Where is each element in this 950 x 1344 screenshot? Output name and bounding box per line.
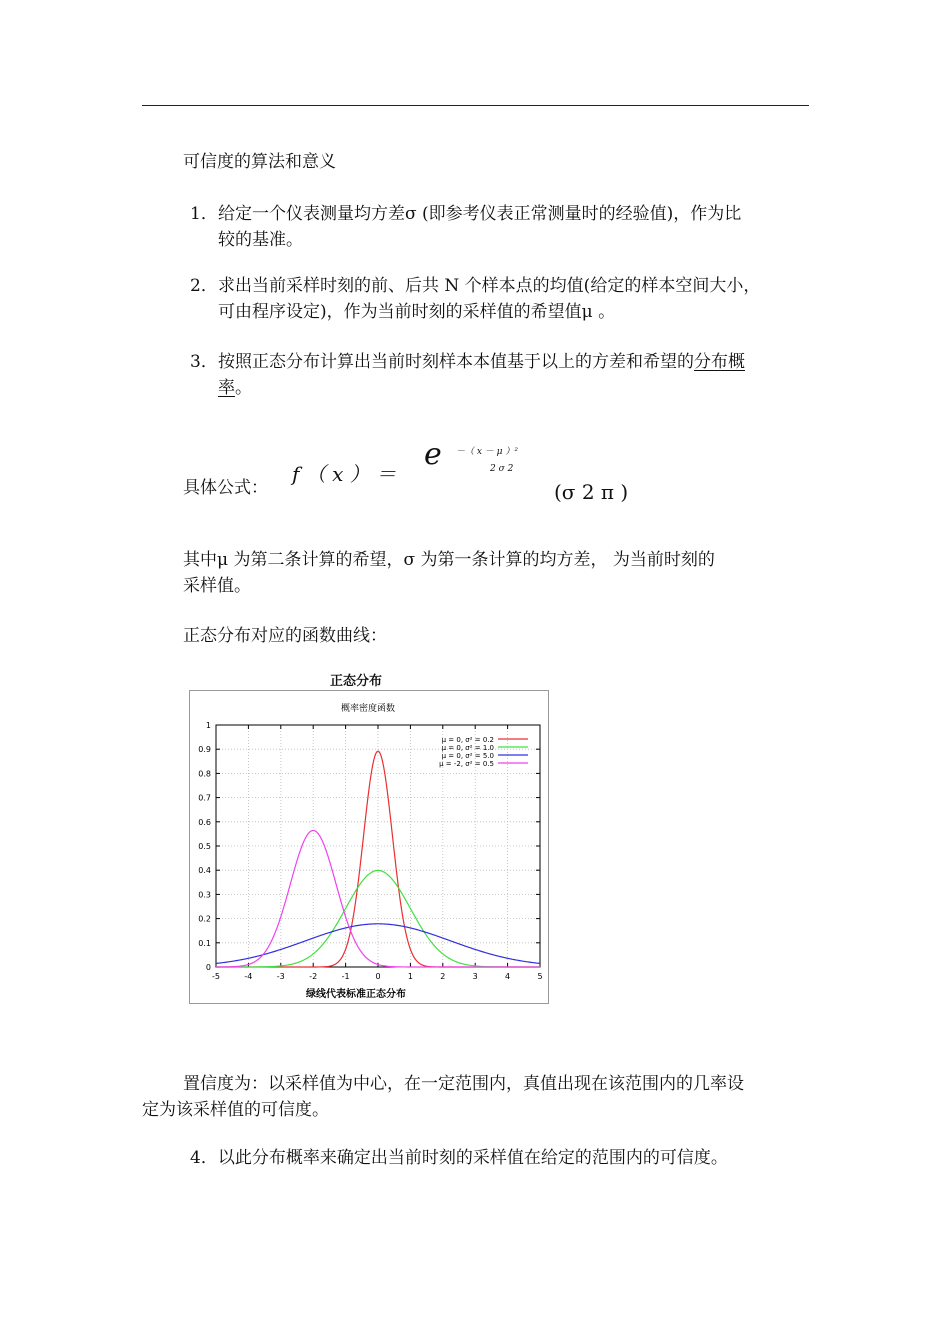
formula-lhs: f （ x ） ＝: [292, 462, 397, 486]
item-1-line2: 较的基准。: [218, 230, 303, 250]
y-tick-label: 0.8: [198, 769, 211, 779]
y-tick-label: 0.2: [198, 914, 211, 924]
explain-line2: 采样值。: [183, 576, 251, 596]
explain-line1: 其中μ 为第二条计算的希望，σ 为第一条计算的均方差， 为当前时刻的: [183, 550, 715, 570]
x-tick-label: -5: [212, 972, 220, 981]
formula-exp-base: e: [424, 437, 442, 472]
confidence-line1: 置信度为：以采样值为中心，在一定范围内，真值出现在该范围内的几率设: [183, 1074, 744, 1094]
confidence-line2: 定为该采样值的可信度。: [142, 1100, 329, 1120]
header-rule: [142, 105, 809, 106]
curve-caption: 正态分布对应的函数曲线：: [183, 626, 387, 646]
item-1-line1: 给定一个仪表测量均方差σ (即参考仪表正常测量时的经验值)，作为比: [218, 204, 742, 224]
y-tick-label: 0.9: [198, 745, 211, 755]
legend-label-3: μ = 0, σ² = 5.0: [441, 752, 494, 760]
legend-label-1: μ = 0, σ² = 0.2: [441, 736, 494, 744]
item-2-line2: 可由程序设定)，作为当前时刻的采样值的希望值μ 。: [218, 302, 616, 322]
formula-exp-numerator: －（ x － μ ）²: [456, 447, 518, 457]
x-tick-label: 0: [375, 972, 381, 981]
x-tick-label: 4: [505, 972, 511, 981]
legend-label-4: μ = -2, σ² = 0.5: [439, 760, 494, 768]
item-4: 4．以此分布概率来确定出当前时刻的采样值在给定的范围内的可信度。: [190, 1148, 728, 1168]
y-tick-label: 0.6: [198, 817, 211, 827]
distribution-probability-link[interactable]: 分布概: [694, 352, 745, 372]
x-tick-label: -2: [309, 972, 318, 981]
y-tick-label: 0.4: [198, 866, 211, 876]
y-tick-label: 1: [205, 721, 211, 730]
distribution-probability-link-cont[interactable]: 率: [218, 378, 235, 398]
legend-label-2: μ = 0, σ² = 1.0: [441, 744, 494, 752]
y-tick-label: 0: [205, 963, 211, 972]
item-3-line2: [218, 376, 252, 400]
item-3-period: 。: [235, 378, 252, 398]
y-tick-label: 0.7: [198, 793, 211, 803]
series-line-1: [216, 751, 540, 967]
item-2-number: 2．: [190, 276, 218, 296]
chart-xlabel: 绿线代表标准正态分布: [306, 989, 406, 1000]
x-tick-label: -3: [276, 972, 285, 981]
item-1-number: 1．: [190, 204, 218, 224]
normal-distribution-chart: [190, 691, 548, 1003]
chart-frame: [189, 690, 549, 1004]
x-tick-label: -4: [244, 972, 253, 981]
item-2-line1: 求出当前采样时刻的前、后共 N 个样本点的均值(给定的样本空间大小，: [218, 276, 761, 296]
formula-denominator: (σ 2 π ): [554, 480, 629, 504]
x-tick-label: 2: [440, 972, 446, 981]
section-heading: 可信度的算法和意义: [183, 152, 336, 172]
item-3-line1: [218, 350, 745, 374]
x-tick-label: -1: [341, 972, 350, 981]
y-tick-label: 0.1: [198, 938, 211, 948]
x-tick-label: 5: [537, 972, 543, 981]
y-tick-label: 0.5: [198, 842, 211, 851]
x-tick-label: 3: [472, 972, 478, 981]
formula-label: 具体公式：: [183, 478, 268, 498]
y-tick-label: 0.3: [198, 890, 211, 900]
chart-title: 正态分布: [330, 674, 383, 689]
x-tick-label: 1: [407, 972, 413, 981]
item-3-text: 按照正态分布计算出当前时刻样本本值基于以上的方差和希望的: [218, 352, 694, 372]
item-3-number: 3．: [190, 352, 218, 372]
chart-subtitle: 概率密度函数: [340, 704, 396, 714]
formula-exp-denominator: 2 σ 2: [490, 464, 514, 474]
series-line-4: [216, 830, 540, 967]
